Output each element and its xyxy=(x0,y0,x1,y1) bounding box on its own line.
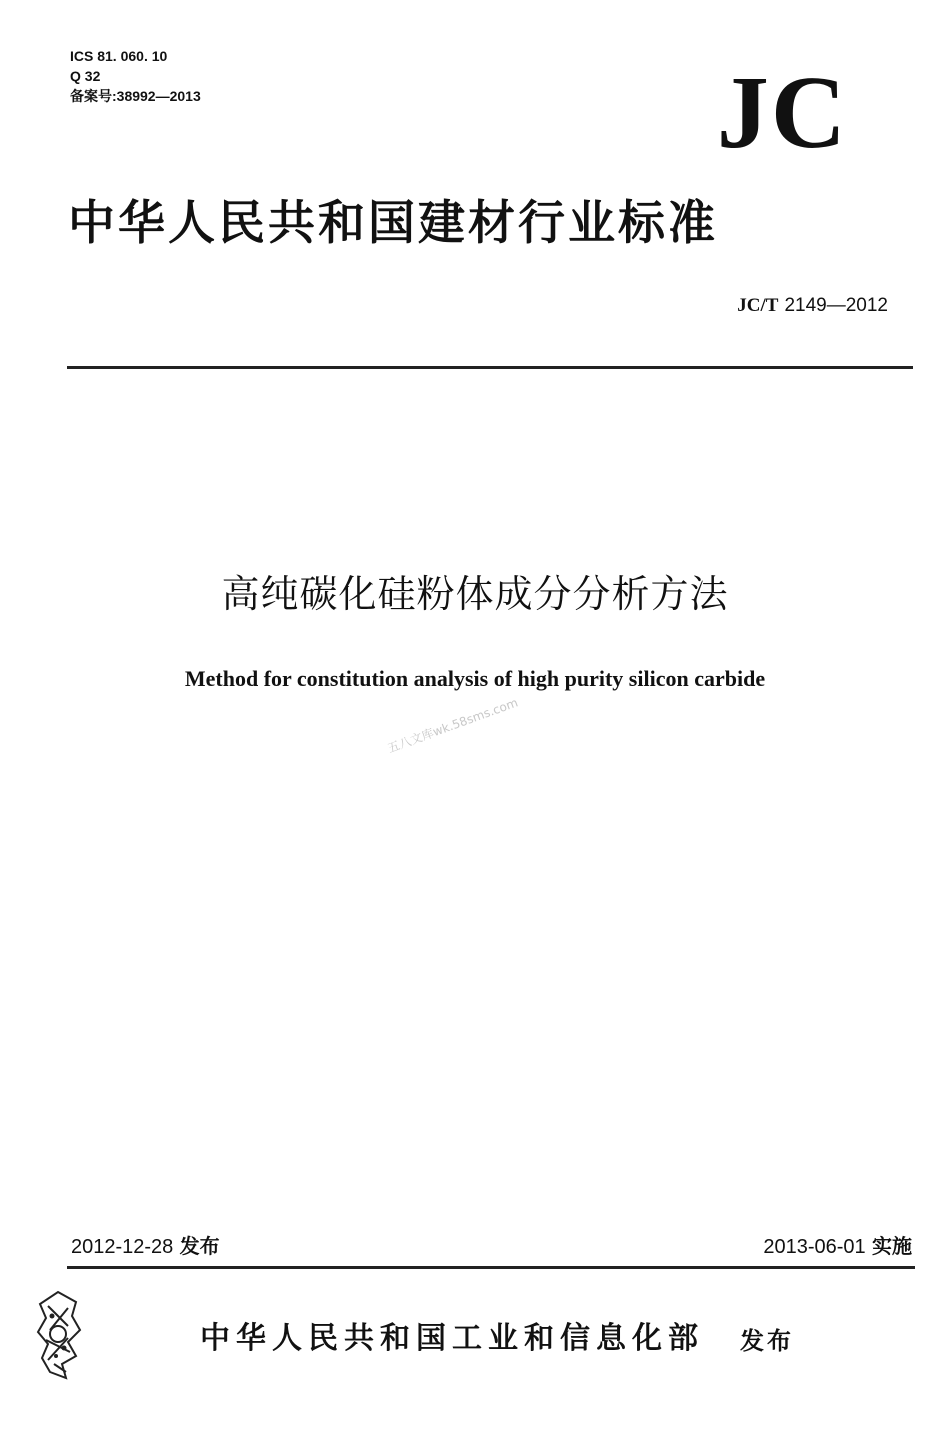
jc-mark: JC xyxy=(716,55,848,170)
classification-block xyxy=(70,46,201,106)
document-title-cn: 高纯碳化硅粉体成分分析方法 xyxy=(221,572,729,616)
effective-label: 实施 xyxy=(872,1234,912,1258)
standard-type-title: 中华人民共和国建材行业标准 xyxy=(68,196,718,251)
issue-date-value: 2012-12-28 xyxy=(71,1236,174,1258)
effective-date-value: 2013-06-01 xyxy=(763,1236,866,1258)
ics-code: ICS 81. 060. 10 xyxy=(70,48,168,64)
publish-label: 发布 xyxy=(740,1327,794,1355)
publisher-name: 中华人民共和国工业和信息化部 xyxy=(200,1321,704,1356)
record-number: 备案号:38992—2013 xyxy=(70,88,201,104)
standard-code xyxy=(737,292,888,319)
publisher-seal-icon xyxy=(28,1286,88,1386)
watermark: 五八文库wk.58sms.com xyxy=(385,695,520,756)
ccs-code: Q 32 xyxy=(70,68,101,84)
standard-code-prefix: JC/T xyxy=(737,295,779,316)
bottom-divider xyxy=(67,1266,915,1269)
standard-code-number: 2149—2012 xyxy=(784,295,888,316)
issue-label: 发布 xyxy=(179,1234,220,1258)
issue-date xyxy=(71,1232,220,1261)
effective-date xyxy=(763,1232,912,1261)
document-title-en: Method for constitution analysis of high purity silicon carbide xyxy=(184,666,766,691)
top-divider xyxy=(67,366,913,369)
